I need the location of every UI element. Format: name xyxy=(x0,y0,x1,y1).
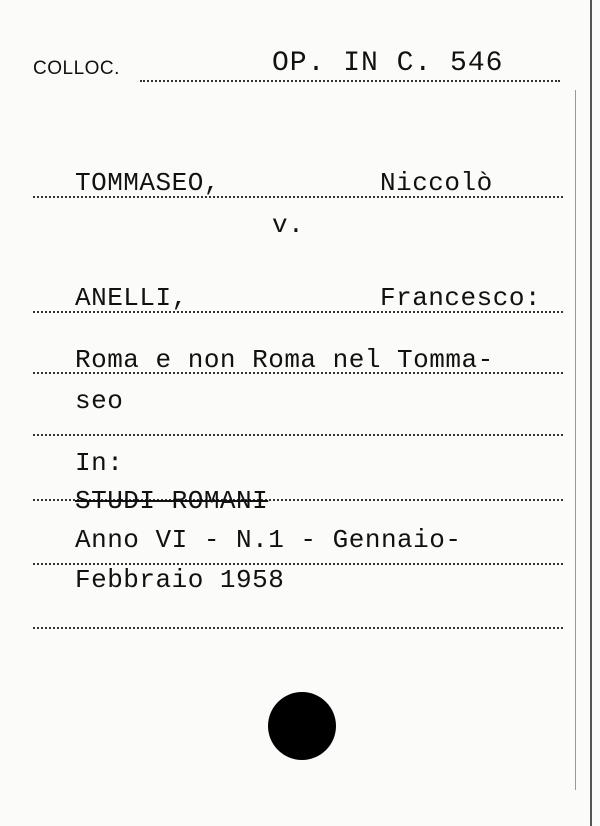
card-edge xyxy=(590,0,592,826)
card-edge-inner xyxy=(575,90,576,790)
dotted-rule xyxy=(140,80,560,82)
dotted-rule xyxy=(33,627,563,629)
author-given-name: Niccolò xyxy=(380,168,493,198)
article-title-line-2: seo xyxy=(75,386,124,416)
dotted-rule xyxy=(33,434,563,436)
issue-line-2: Febbraio 1958 xyxy=(75,565,285,595)
in-label: In: xyxy=(75,448,124,478)
colloc-label: COLLOC. xyxy=(33,58,120,79)
journal-title: STUDI ROMANI xyxy=(75,486,269,516)
issue-line-1: Anno VI - N.1 - Gennaio- xyxy=(75,525,462,555)
article-author-given-name: Francesco: xyxy=(380,283,542,313)
article-title-line-1: Roma e non Roma nel Tomma- xyxy=(75,345,494,375)
see-reference: v. xyxy=(272,210,305,240)
article-author-surname: ANELLI, xyxy=(75,283,188,313)
punch-hole xyxy=(268,692,336,760)
author-surname: TOMMASEO, xyxy=(75,168,220,198)
shelfmark: OP. IN C. 546 xyxy=(272,48,504,79)
